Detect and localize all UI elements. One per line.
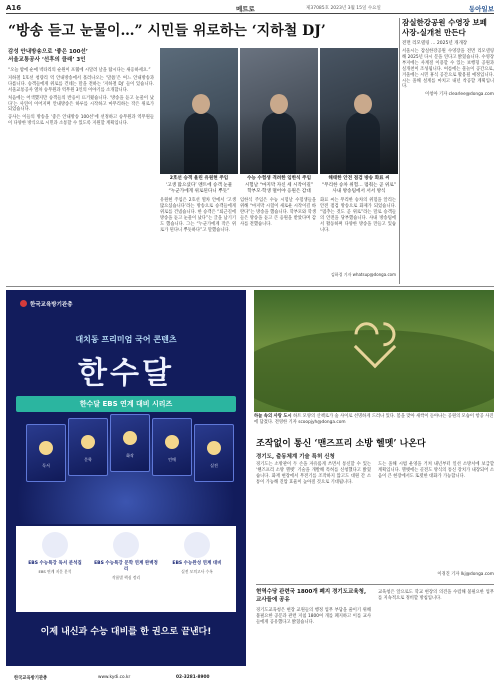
photo-caption-1: 2호선 승객 울린 유원현 주임 ‘고생 많으셨다’ 멘트에 승객 눈물 “누군가에게 위로된다니 뿌듯”	[165, 176, 233, 194]
ad-footer-url[interactable]: www.kydi.co.kr	[98, 675, 131, 680]
column-divider	[399, 18, 400, 284]
second-article-body-right: 교육청은 앞으로도 학교 현장의 의견을 수렴해 불필요한 업무를 지속적으로 정비할 방침입니다.	[378, 590, 494, 601]
lead-story	[8, 48, 154, 129]
photo-subway-dj-2	[240, 48, 318, 174]
side-story-subtitle: 전면 리모델링 … 2025년 개개장	[402, 41, 468, 46]
ad-book: 독서	[26, 424, 66, 482]
side-story-title: 잠실한강공원 수영장 보페사장-실개천 만든다	[402, 18, 487, 37]
article-title: 조작없이 통신 ‘맨즈프리 소방 헬멧’ 나온다	[256, 439, 426, 449]
ad-footer-phone: 02-3281-8900	[176, 675, 210, 680]
body-column-2: 임한식 주임은 수능 시험날 수험생들을 위해 “마지막 시험이 새로운 시작이길 바란다”는 방송을 했습니다. 학부모와 학생들은 방송을 듣고 큰 응원을 받았다며 감사를 전했습니다.	[240, 198, 316, 227]
hero-photo-heart-trail	[254, 290, 494, 412]
moon-icon	[207, 441, 221, 455]
ad-tagline: 대치동 프리미엄 국어 콘텐츠	[75, 335, 177, 344]
ad-feature: EBS 수능완성 연계 대비 실전 모의고사 수록	[164, 532, 230, 604]
body-column-1: 유원현 주임은 2호선 열차 안에서 ‘고생 많으셨습니다’라는 방송으로 승객들에게 위로를 건넸습니다. 한 승객은 “퇴근길에 방송을 듣고 눈물이 났다”는 글을 남기기도 했습니다. 그는 “누군가에게 작은 위로가 된다니 뿌듯하다”고 말했습니다.	[160, 198, 236, 233]
page-header	[6, 4, 494, 14]
photo-caption-3: 해태한 안전 점검 방송 화료 씨 “무리한 승차 위험… 멈춰는 곧 위로” 사내 방송팀에서 서서 방식	[321, 176, 397, 194]
article-body-right: 도는 올해 시범 운영을 거쳐 내년부터 일선 소방서에 보급할 계획입니다. 헬멧에는 골전도 방식의 통신 장치가 내장되어 소음이 큰 현장에서도 또렷한 대화가 가능합니다.	[378, 462, 494, 479]
hero-caption-byline: 전영한 기자 scoopjyh@donga.com	[274, 419, 346, 425]
moon-icon	[81, 435, 95, 449]
photo-subway-dj-1	[160, 48, 238, 174]
moon-icon	[165, 435, 179, 449]
ad-feature: EBS 수능특강 독서 분석집 EBS 연계 지문 분석	[22, 532, 88, 604]
article-divider	[256, 584, 494, 585]
logo-mark-icon	[20, 300, 27, 307]
ad-slogan: 이제 내신과 수능 대비를 한 권으로 끝낸다!	[40, 627, 212, 637]
book-icon	[184, 532, 210, 558]
page-number: A16	[6, 4, 22, 12]
ad-series-banner: 한수달 EBS 연계 대비 시리즈	[16, 396, 236, 412]
lead-paragraph: 지하철 1호선 청량리 역 안내방송에서 흘러나오는 ‘말씀’은 여느 안내방송과 다릅니다. 승객들에게 위로를 건네는 말을 전하는 ‘지하철 DJ’ 들이 있습니다. 서울교통공사 열차 승무원과 역무원 3인의 이야기를 소개합니다.	[8, 75, 154, 93]
second-article-title: 현역수당 관련국 1800개 폐지 경기도교육청, 교사들에 공유	[256, 589, 367, 603]
ad-book: 문학	[68, 418, 108, 476]
ad-book: 화작	[110, 414, 150, 472]
lead-paragraph: “오늘 밤에 순애 넥타리의 순원이 포웹에 시달려 날을 탐시다는 새옹하세요.”	[8, 68, 151, 73]
hero-caption	[254, 414, 494, 426]
lead-paragraph: 처음에는 어색했지만 승객들의 반응이 뜨거웠습니다. ‘방송을 듣고 눈물이 났다’는 사연이 이어지며 안내방송은 하루를 시작하고 마무리하는 작은 위로가 되었습니다.	[8, 95, 154, 113]
issue-meta: 제37085호 2023년 3월 15일 수요일	[306, 6, 381, 11]
article-subtitle: 경기도, 출동체계 기술 특허 신청	[256, 454, 335, 460]
article-byline: 이경진 기자 lkj@donga.com	[437, 572, 494, 577]
ad-footer	[6, 666, 246, 688]
section-divider	[6, 286, 494, 287]
book-icon	[42, 532, 68, 558]
photo-caption-2: 수능 수험생 격려한 임한식 주임 시험날 “마지막 자신 세 시작이길” 학부모·학생 떨어야 응원은 감대	[244, 176, 314, 194]
ad-features-panel	[16, 526, 236, 612]
side-story-body: 서울시는 잠실한강공원 수영장을 전면 리모델링해 2025년 다시 문을 연다고 밝혔습니다. 수영장 부지에는 사계절 이용할 수 있는 보행형 공원과 실개천이 조성됩니다. 여름에는 물놀이 공간으로, 겨울에는 시민 휴식 공간으로 활용될 예정입니다. 시는 올해 설계를 마치고 내년 착공할 계획입니다.	[402, 49, 494, 90]
lead-kicker-1: 감성 안내방송으로 ‘좋은 100선’	[8, 49, 88, 55]
lead-paragraph: 공사는 이들의 방송을 ‘좋은 안내방송 100선’에 선정하고 승무원과 역무원들이 다양한 방식으로 시민과 소통할 수 있도록 지원할 계획입니다.	[8, 115, 154, 127]
advertisement-hansudal[interactable]	[6, 290, 246, 688]
section-name: 메트로	[236, 5, 255, 13]
publication-name: 동아일보	[468, 5, 494, 13]
ad-book: 실전	[194, 424, 234, 482]
moon-icon	[123, 431, 137, 445]
ad-title: 한수달	[78, 356, 174, 391]
body-byline: 김하경 기자 whatsup@donga.com	[330, 272, 396, 277]
lead-kicker-2: 서울교통공사 ‘선후의 클래’ 3인	[8, 57, 86, 63]
ad-company-logo: 한국교육방기관총	[20, 300, 73, 308]
moon-icon	[39, 441, 53, 455]
book-icon	[113, 532, 139, 558]
side-story	[402, 18, 494, 100]
hero-caption-label: 하늘 속의 사랑 도시	[254, 414, 292, 419]
side-story-byline: 이청아 기자 clearlee@donga.com	[425, 92, 494, 98]
hero-caption-text: 하트 모양의 산책로가 숲 사이로 선명하게 드러나 있다. 봄을 맞아 새싹이 돋아나는 공원의 모습이 항공 사진에 담겼다.	[254, 414, 494, 425]
main-headline: “방송 듣고 눈물이…” 시민들 위로하는 ‘지하철 DJ’	[8, 23, 326, 39]
ad-book: 언매	[152, 418, 192, 476]
photo-subway-dj-3	[320, 48, 398, 174]
body-column-3: 화료 씨는 무리한 승차의 위험을 알리는 안전 점검 방송으로 화제가 되었습니다. “멈추는 것도 곧 위로”라는 말로 승객들의 안전을 당부했습니다. 사내 방송팀에서 활동하며 다양한 방송을 만들고 있습니다.	[320, 198, 396, 233]
ad-footer-company: 한국교육방기관총	[14, 676, 48, 681]
second-article-body: 경기도교육청은 현장 교원들의 행정 업무 부담을 줄이기 위해 불필요한 공문과 관련 지침 1800여 개를 폐지하고 이를 교사들에게 공유했다고 밝혔습니다.	[256, 608, 371, 625]
article-body-left: 경기도는 소방관이 두 손을 자유롭게 쓰면서 통신할 수 있는 ‘핸즈프리 소방 헬멧’ 기술을 개발해 특허를 신청했다고 밝혔습니다. 화재 현장에서 무전기를 조작하지 않고도 대원 간 소통이 가능해 진압 효율이 높아질 것으로 기대됩니다.	[256, 462, 371, 485]
ad-feature: EBS 수능특강 문학 연계 완벽정리 작품별 핵심 정리	[93, 532, 159, 604]
